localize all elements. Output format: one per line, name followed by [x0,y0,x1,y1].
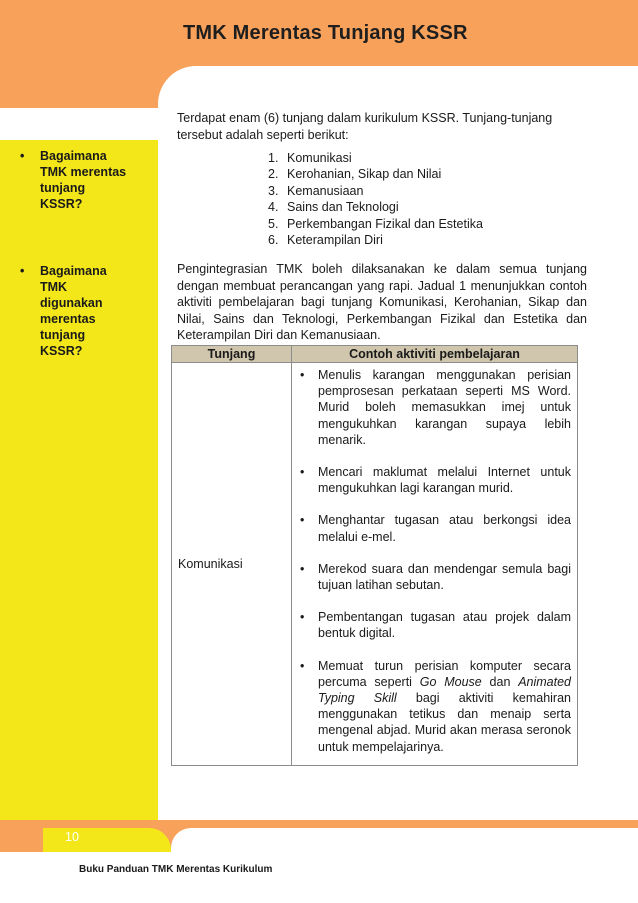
activities-cell [292,363,578,766]
activity-table [171,345,578,766]
intro-line: tersebut adalah seperti berikut: [177,127,349,142]
list-item [268,216,483,232]
page-number: 10 [65,830,79,844]
list-text: Kerohanian, Sikap dan Nilai [287,167,442,182]
list-text: Kemanusiaan [287,183,364,198]
activity-item [300,658,571,755]
activity-text-part: dan [481,674,519,689]
list-item [268,183,483,199]
bullet: • [300,513,305,528]
footer-page-tab [43,828,171,852]
intro-paragraph [177,110,597,143]
sidebar-question-2 [20,263,146,359]
question-line: Bagaimana [40,264,107,278]
list-item [268,166,483,182]
activity-text [318,658,571,755]
question-line: TMK [40,280,68,294]
question-line: TMK merentas [40,165,127,179]
sidebar-top-gap [0,108,158,140]
activity-item [300,512,571,544]
bullet: • [300,561,305,576]
software-name: Animated Typing Skill [318,674,572,706]
bullet: • [300,658,305,673]
list-number: 2. [268,167,279,182]
sidebar-question-1 [20,148,146,212]
activity-text: Mencari maklumat melalui Internet untuk mengukuhkan lagi karangan murid. [318,465,571,496]
list-item [268,199,483,215]
list-number: 1. [268,151,279,165]
list-number: 6. [268,233,279,248]
bullet: • [300,368,305,382]
activity-item [300,464,571,496]
page-title: TMK Merentas Tunjang KSSR [183,22,468,44]
list-text: Perkembangan Fizikal dan Estetika [287,216,483,231]
sidebar [0,108,158,820]
integration-paragraph: Pengintegrasian TMK boleh dilaksanakan ke dalam semua tunjang dengan membuat perancangan yang rapi. Jadual 1 menunjukkan contoh aktiviti pembelajaran bagi tunjang Komunikasi, Kerohanian, Sikap dan Nilai, Sains dan Teknologi, Perkembangan Fizikal dan Estetika dan Keterampilan Diri dan Kemanusiaan. [177,262,587,342]
question-line: tunjang [40,328,86,342]
header-cutout [158,66,638,108]
activity-item [300,367,571,448]
list-number: 5. [268,216,279,231]
activity-text-part: Memuat turun perisian komputer secara percuma seperti [318,658,571,689]
list-item [268,150,483,166]
question-line: Bagaimana [40,149,107,163]
pillar-cell: Komunikasi [172,363,292,766]
activity-item [300,561,571,593]
list-text: Keterampilan Diri [287,233,383,248]
footer-cutout [171,828,638,852]
activity-text: Menulis karangan menggunakan perisian pemprosesan perkataan seperti MS Word. Murid boleh memasukkan imej untuk mengukuhkan karangan supaya lebih menarik. [318,368,571,447]
list-number: 3. [268,183,279,198]
activity-text: Merekod suara dan mendengar semula bagi tujuan latihan sebutan. [318,561,571,593]
question-line: tunjang [40,181,86,195]
list-item [268,232,483,248]
book-title: Buku Panduan TMK Merentas Kurikulum [79,864,273,875]
software-name: Go Mouse [419,674,482,689]
question-line: digunakan [40,296,103,310]
question-line: KSSR? [40,344,83,358]
list-text: Sains dan Teknologi [287,200,399,215]
table-row [172,363,578,766]
column-header: Contoh aktiviti pembelajaran [292,346,578,363]
bullet: • [300,610,305,625]
bullet: • [300,465,305,480]
activity-item [300,609,571,641]
bullet: • [20,264,25,278]
question-line: KSSR? [40,197,83,211]
activity-text: Pembentangan tugasan atau projek dalam bentuk digital. [318,610,571,641]
table-header-row [172,346,578,363]
list-number: 4. [268,200,279,215]
activity-text: Menghantar tugasan atau berkongsi idea melalui e-mel. [318,513,571,544]
list-text: Komunikasi [287,151,352,165]
intro-line: Terdapat enam (6) tunjang dalam kurikulum KSSR. Tunjang-tunjang [177,111,553,125]
pillar-list [268,150,483,248]
activity-text-part: bagi aktiviti kemahiran menggunakan tetikus dan menaip serta mengenal abjad. Murid akan merasa seronok untuk mempelajarinya. [318,691,571,754]
column-header: Tunjang [172,346,292,363]
bullet: • [20,149,25,163]
question-line: merentas [40,312,96,326]
